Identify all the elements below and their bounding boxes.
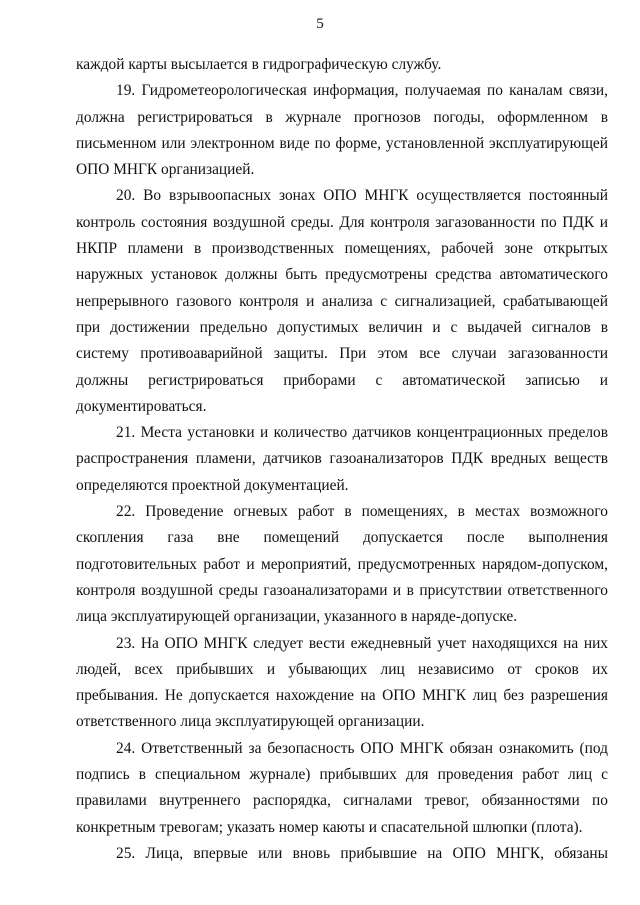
paragraph-21: 21. Места установки и количество датчиков концентрационных пределов распространения пламени, датчиков газоанализаторов ПДК вредных веществ определяются проектной документацией. <box>76 424 608 494</box>
paragraph-continuation: каждой карты высылается в гидрографическую службу. <box>76 56 442 73</box>
paragraph-24: 24. Ответственный за безопасность ОПО МНГК обязан ознакомить (под подпись в специальном журнале) прибывших для проведения работ лиц с правилами внутреннего распорядка, сигналами тревог, обязанностями по конкретным тревогам; указать номер каюты и спасательной шлюпки (плота). <box>76 739 608 836</box>
document-body <box>76 52 608 867</box>
paragraph-23: 23. На ОПО МНГК следует вести ежедневный учет находящихся на них людей, всех прибывших и убывающих лиц независимо от сроков их пребывания. Не допускается нахождение на ОПО МНГК лиц без разрешения ответственного лица эксплуатирующей организации. <box>76 634 608 731</box>
paragraph-19: 19. Гидрометеорологическая информация, получаемая по каналам связи, должна регистрироваться в журнале прогнозов погоды, оформленном в письменном или электронном виде по форме, установленной эксплуатирующей ОПО МНГК организацией. <box>76 82 608 179</box>
paragraph-22: 22. Проведение огневых работ в помещениях, в местах возможного скопления газа вне помещений допускается после выполнения подготовительных работ и мероприятий, предусмотренных нарядом-допуском, контроля воздушной среды газоанализаторами и в присутствии ответственного лица эксплуатирующей организации, указанного в наряде-допуске. <box>76 503 608 626</box>
page-number: 5 <box>316 16 324 32</box>
paragraph-25: 25. Лица, впервые или вновь прибывшие на ОПО МНГК, обязаны <box>116 844 608 862</box>
paragraph-20: 20. Во взрывоопасных зонах ОПО МНГК осуществляется постоянный контроль состояния воздушной среды. Для контроля загазованности по ПДК и НКПР пламени в производственных помещениях, рабочей зоне открытых наружных установок должны быть предусмотрены средства автоматического непрерывного газового контроля и анализа с сигнализацией, срабатывающей при достижении предельно допустимых величин и с выдачей сигналов в систему противоаварийной защиты. При этом все случаи загазованности должны регистрироваться приборами с автоматической записью и документироваться. <box>76 187 608 415</box>
